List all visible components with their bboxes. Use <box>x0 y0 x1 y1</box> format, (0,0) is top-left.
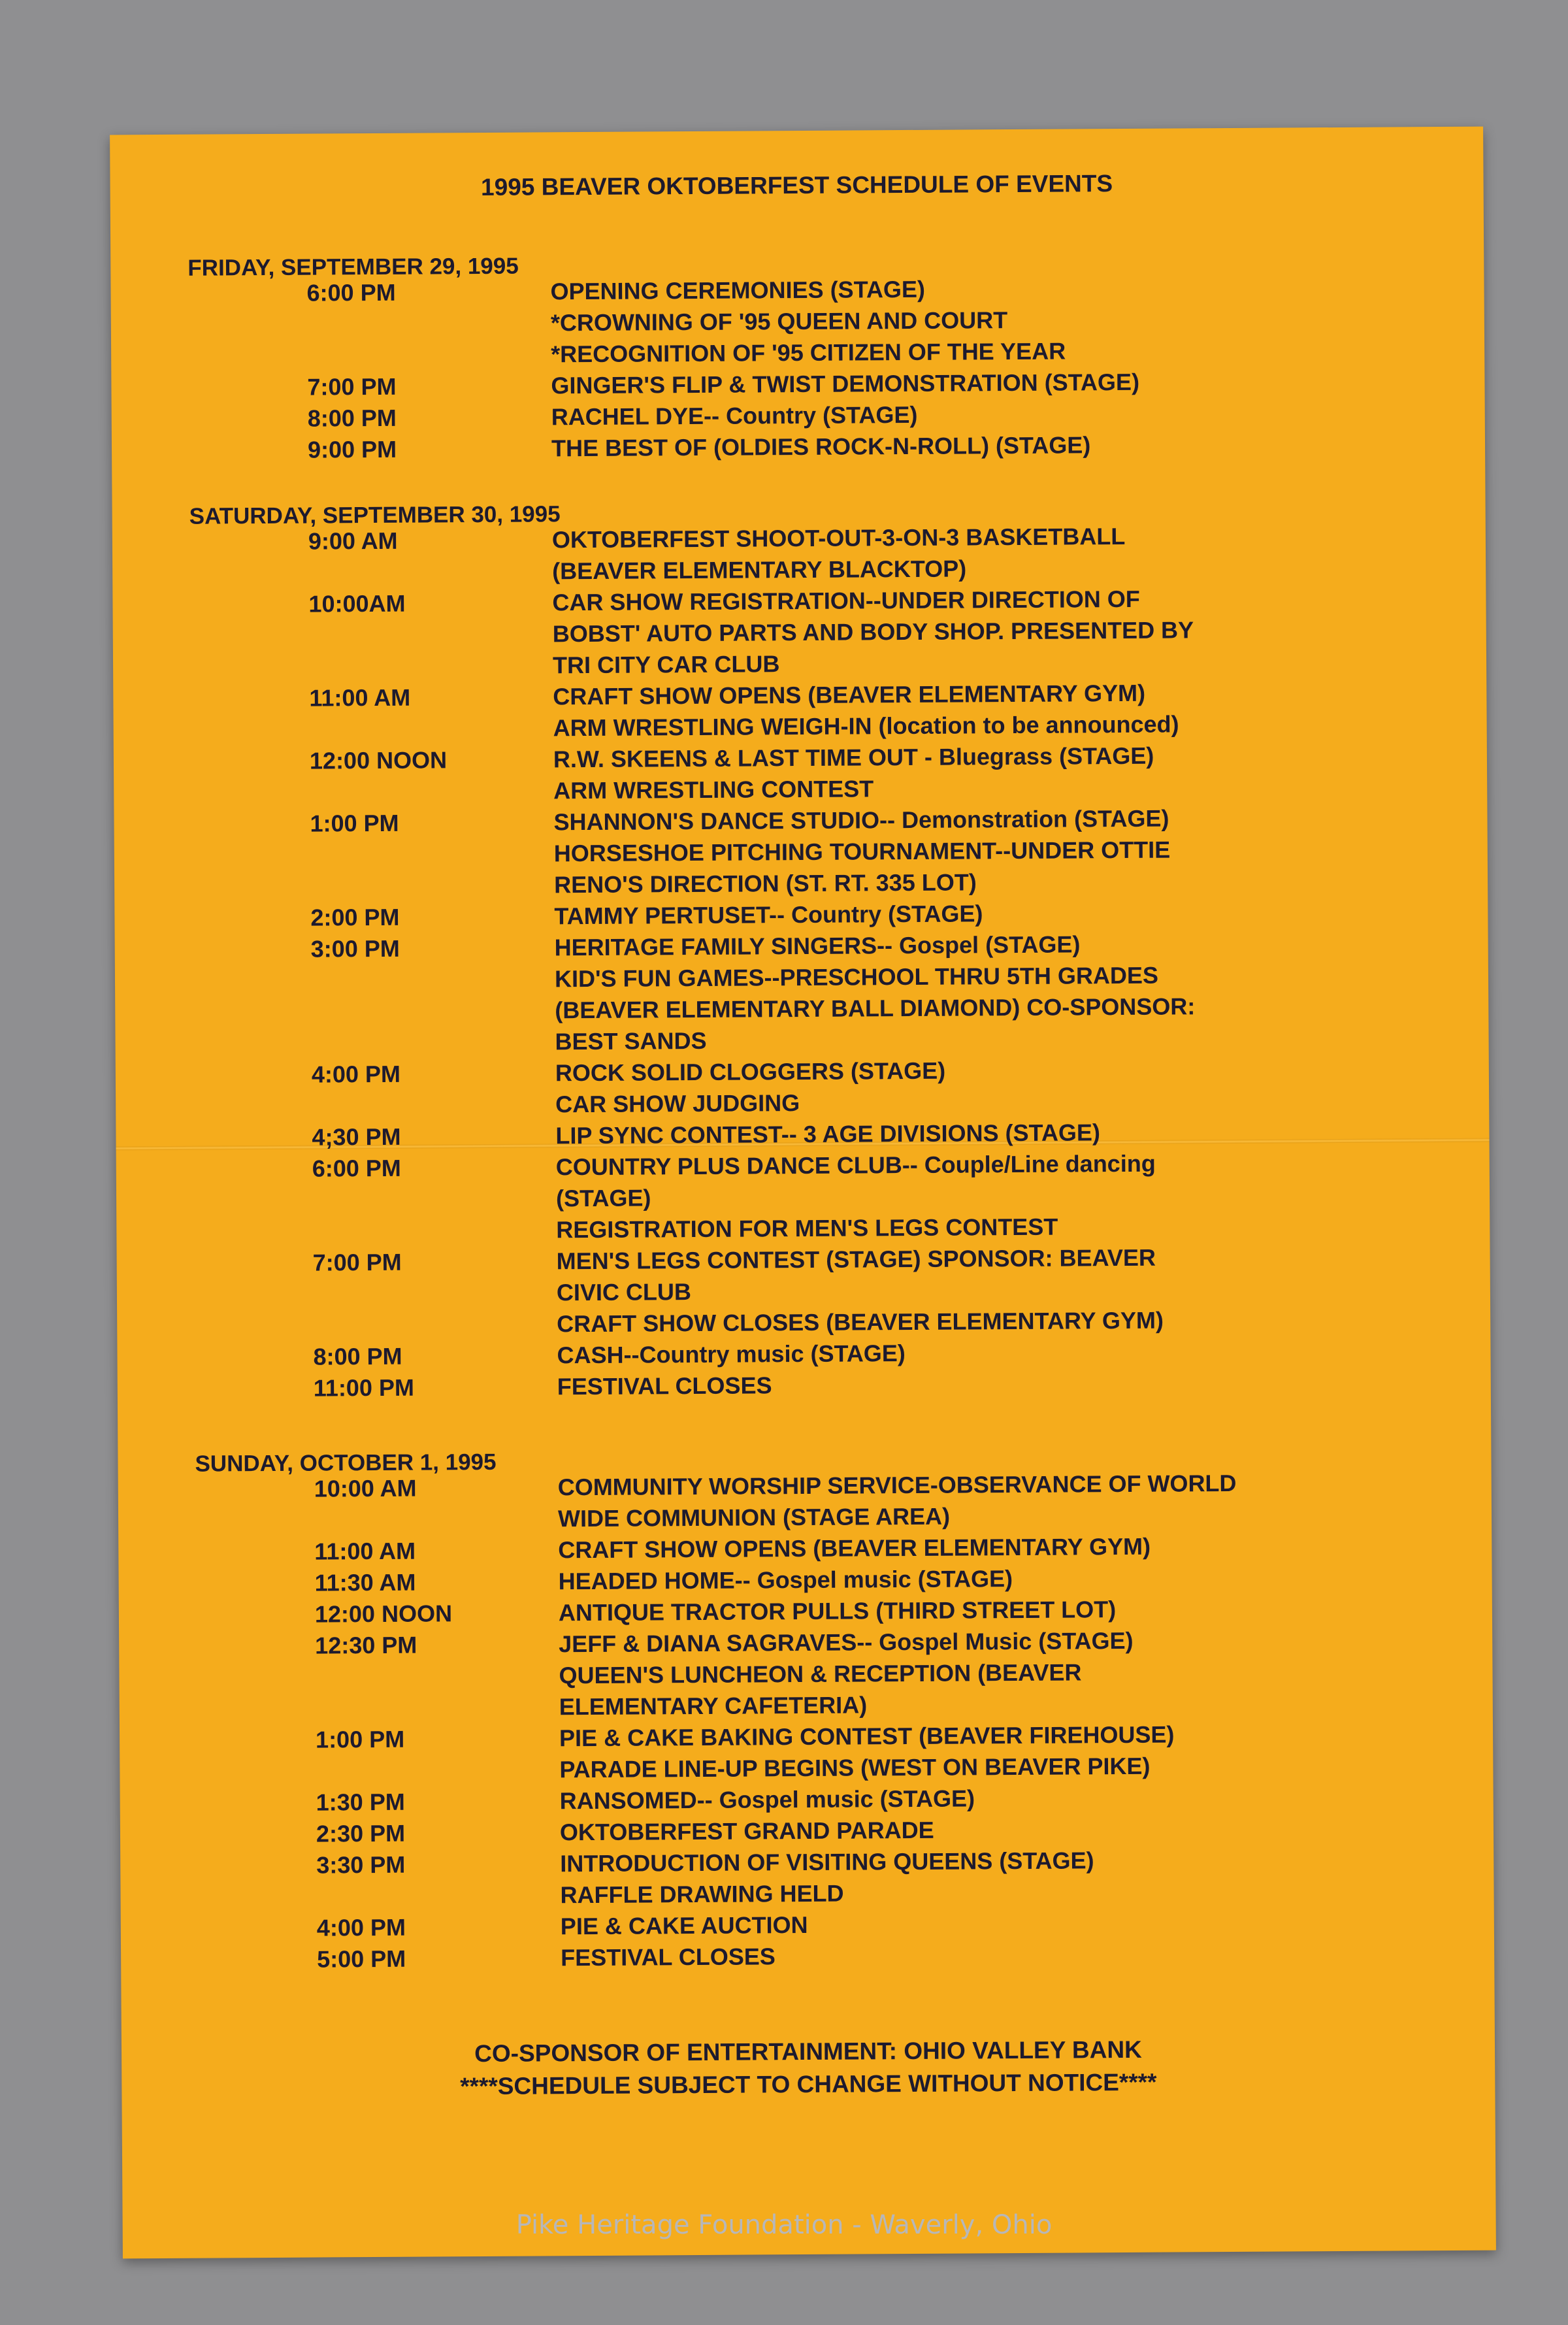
event-line: REGISTRATION FOR MEN'S LEGS CONTEST <box>556 1213 1058 1244</box>
event-row <box>309 676 1487 746</box>
event-time: 7:00 PM <box>307 372 397 401</box>
event-row <box>310 738 1488 808</box>
event-description <box>558 1467 1343 1534</box>
event-time: 3:00 PM <box>310 934 400 963</box>
event-line: ARM WRESTLING WEIGH-IN (location to be announced) <box>553 710 1179 742</box>
day-heading-friday: FRIDAY, SEPTEMBER 29, 1995 <box>188 253 519 281</box>
watermark: Pike Heritage Foundation - Waverly, Ohio <box>515 2210 1053 2240</box>
event-line: RAFFLE DRAWING HELD <box>560 1879 844 1909</box>
event-description <box>557 1335 1341 1371</box>
event-line: QUEEN'S LUNCHEON & RECEPTION (BEAVER <box>559 1658 1082 1689</box>
event-row <box>312 1240 1490 1342</box>
event-time: 8:00 PM <box>307 404 397 432</box>
event-description <box>553 739 1338 806</box>
event-time: 7:00 PM <box>312 1248 402 1276</box>
event-time: 11:00 PM <box>313 1374 415 1402</box>
event-line: FESTIVAL CLOSES <box>557 1372 772 1400</box>
event-line: BOBST' AUTO PARTS AND BODY SHOP. PRESENTED BY <box>552 616 1194 648</box>
event-description <box>553 676 1337 744</box>
event-row <box>316 1717 1494 1787</box>
event-time: 3:30 PM <box>316 1851 406 1879</box>
event-line: OKTOBERFEST SHOOT-OUT-3-ON-3 BASKETBALL <box>551 522 1126 553</box>
event-line: KID'S FUN GAMES--PRESCHOOL THRU 5TH GRADES <box>554 961 1159 993</box>
event-time: 12:00 NOON <box>309 746 448 774</box>
event-description <box>557 1366 1341 1402</box>
event-description <box>556 1147 1341 1245</box>
event-line: *CROWNING OF '95 QUEEN AND COURT <box>550 306 1008 337</box>
event-line: TAMMY PERTUSET-- Country (STAGE) <box>554 900 983 930</box>
event-line: (BEAVER ELEMENTARY BLACKTOP) <box>552 555 967 585</box>
event-line: RENO'S DIRECTION (ST. RT. 335 LOT) <box>553 868 977 899</box>
event-line: (STAGE) <box>555 1184 651 1212</box>
event-row <box>315 1623 1493 1724</box>
event-line: PIE & CAKE BAKING CONTEST (BEAVER FIREHOUSE) <box>559 1721 1175 1752</box>
event-line: CAR SHOW JUDGING <box>555 1089 800 1118</box>
event-line: CIVIC CLUB <box>556 1278 692 1306</box>
event-description <box>558 1561 1342 1597</box>
event-line: FESTIVAL CLOSES <box>561 1943 776 1971</box>
event-line: JEFF & DIANA SAGRAVES-- Gospel Music (STAGE) <box>559 1626 1134 1658</box>
event-row <box>311 927 1489 1059</box>
event-description <box>555 1115 1339 1151</box>
event-line: BEST SANDS <box>555 1027 707 1055</box>
sponsor-line: CO-SPONSOR OF ENTERTAINMENT: OHIO VALLEY BANK <box>474 2036 1142 2068</box>
event-line: WIDE COMMUNION (STAGE AREA) <box>557 1502 951 1532</box>
event-line: ARM WRESTLING CONTEST <box>553 775 874 804</box>
event-row <box>317 1937 1494 1975</box>
event-description <box>552 519 1337 587</box>
schedule-flyer <box>110 127 1496 2259</box>
event-line: COMMUNITY WORSHIP SERVICE-OBSERVANCE OF WORLD <box>557 1469 1237 1501</box>
event-row <box>316 1843 1494 1913</box>
event-time: 12:30 PM <box>315 1631 417 1659</box>
day-heading-sunday: SUNDAY, OCTOBER 1, 1995 <box>195 1449 497 1477</box>
event-time: 10:00AM <box>308 589 406 618</box>
event-row <box>308 582 1486 683</box>
event-line: RACHEL DYE-- Country (STAGE) <box>551 401 918 431</box>
event-time: 1:30 PM <box>316 1788 405 1816</box>
event-description <box>558 1530 1342 1566</box>
event-line: INTRODUCTION OF VISITING QUEENS (STAGE) <box>560 1847 1094 1877</box>
event-line: RANSOMED-- Gospel music (STAGE) <box>559 1785 975 1815</box>
event-line: ANTIQUE TRACTOR PULLS (THIRD STREET LOT) <box>558 1596 1117 1626</box>
saturday-events <box>112 519 1491 1406</box>
event-time: 9:00 AM <box>308 527 398 555</box>
event-row <box>310 801 1488 902</box>
event-description <box>551 428 1335 464</box>
event-line: R.W. SKEENS & LAST TIME OUT - Bluegrass (STAGE) <box>553 742 1154 773</box>
event-time: 1:00 PM <box>315 1725 405 1753</box>
event-row <box>312 1052 1490 1122</box>
event-description <box>559 1624 1343 1723</box>
event-row <box>308 519 1486 589</box>
event-description <box>550 271 1335 370</box>
event-description <box>555 1053 1340 1120</box>
event-line: HERITAGE FAMILY SINGERS-- Gospel (STAGE) <box>554 931 1081 961</box>
event-line: CASH--Country music (STAGE) <box>557 1340 906 1369</box>
event-line: SHANNON'S DANCE STUDIO-- Demonstration (STAGE) <box>553 804 1169 836</box>
event-time: 10:00 AM <box>314 1474 417 1502</box>
notice-line: ****SCHEDULE SUBJECT TO CHANGE WITHOUT NOTICE**** <box>460 2068 1157 2100</box>
event-line: HEADED HOME-- Gospel music (STAGE) <box>558 1565 1013 1595</box>
event-line: LIP SYNC CONTEST-- 3 AGE DIVISIONS (STAGE) <box>555 1119 1101 1149</box>
event-line: ELEMENTARY CAFETERIA) <box>559 1691 868 1721</box>
event-time: 6:00 PM <box>306 278 396 306</box>
event-line: CRAFT SHOW OPENS (BEAVER ELEMENTARY GYM) <box>553 679 1146 710</box>
event-line: *RECOGNITION OF '95 CITIZEN OF THE YEAR <box>551 337 1066 368</box>
event-description <box>552 582 1337 681</box>
event-description <box>554 896 1338 932</box>
event-description <box>551 397 1335 433</box>
footer <box>122 2032 1495 2105</box>
event-description <box>561 1906 1345 1942</box>
event-description <box>556 1241 1341 1340</box>
event-time: 9:00 PM <box>307 435 397 463</box>
page-title: 1995 BEAVER OKTOBERFEST SCHEDULE OF EVENTS <box>480 170 1113 201</box>
event-time: 4:00 PM <box>316 1913 406 1941</box>
event-line: CAR SHOW REGISTRATION--UNDER DIRECTION OF <box>552 585 1140 616</box>
event-row <box>308 427 1485 466</box>
event-description <box>561 1938 1345 1973</box>
friday-events <box>110 271 1485 467</box>
event-line: (BEAVER ELEMENTARY BALL DIAMOND) CO-SPONSOR: <box>555 993 1196 1024</box>
sunday-events <box>118 1466 1495 1977</box>
event-line: COUNTRY PLUS DANCE CLUB-- Couple/Line dancing <box>555 1149 1156 1181</box>
event-time: 5:00 PM <box>317 1945 406 1973</box>
event-line: GINGER'S FLIP & TWIST DEMONSTRATION (STAGE) <box>551 368 1140 399</box>
event-description <box>553 802 1338 900</box>
event-line: TRI CITY CAR CLUB <box>552 650 780 679</box>
event-line: CRAFT SHOW OPENS (BEAVER ELEMENTARY GYM) <box>558 1532 1151 1564</box>
event-line: ROCK SOLID CLOGGERS (STAGE) <box>555 1057 946 1087</box>
event-description <box>560 1812 1344 1848</box>
event-line: THE BEST OF (OLDIES ROCK-N-ROLL) (STAGE) <box>551 431 1091 462</box>
event-description <box>559 1592 1343 1628</box>
event-time: 12:00 NOON <box>314 1600 453 1628</box>
event-line: OPENING CEREMONIES (STAGE) <box>550 275 926 305</box>
event-time: 8:00 PM <box>313 1342 402 1370</box>
day-heading-saturday: SATURDAY, SEPTEMBER 30, 1995 <box>189 501 561 529</box>
event-line: OKTOBERFEST GRAND PARADE <box>559 1816 934 1846</box>
event-description <box>559 1718 1344 1785</box>
event-time: 1:00 PM <box>310 809 399 837</box>
event-description <box>551 365 1335 401</box>
event-time: 11:00 AM <box>309 684 411 712</box>
event-line: PARADE LINE-UP BEGINS (WEST ON BEAVER PIKE) <box>559 1752 1151 1783</box>
event-time: 4:00 PM <box>311 1060 401 1088</box>
event-line: PIE & CAKE AUCTION <box>560 1911 808 1940</box>
event-time: 11:00 AM <box>314 1537 416 1565</box>
event-time: 6:00 PM <box>312 1154 401 1182</box>
event-row <box>314 1366 1491 1404</box>
event-row <box>306 271 1484 372</box>
event-description <box>560 1843 1345 1911</box>
event-row <box>314 1466 1492 1536</box>
event-line: CRAFT SHOW CLOSES (BEAVER ELEMENTARY GYM) <box>557 1306 1164 1338</box>
event-time: 2:30 PM <box>316 1819 406 1847</box>
event-time: 4;30 PM <box>312 1123 401 1151</box>
event-time: 2:00 PM <box>310 903 400 931</box>
event-description <box>560 1781 1344 1817</box>
event-line: HORSESHOE PITCHING TOURNAMENT--UNDER OTTIE <box>553 836 1171 867</box>
event-time: 11:30 AM <box>314 1568 416 1596</box>
event-row <box>312 1146 1490 1247</box>
event-description <box>555 927 1339 1057</box>
event-line: MEN'S LEGS CONTEST (STAGE) SPONSOR: BEAVER <box>556 1244 1156 1275</box>
